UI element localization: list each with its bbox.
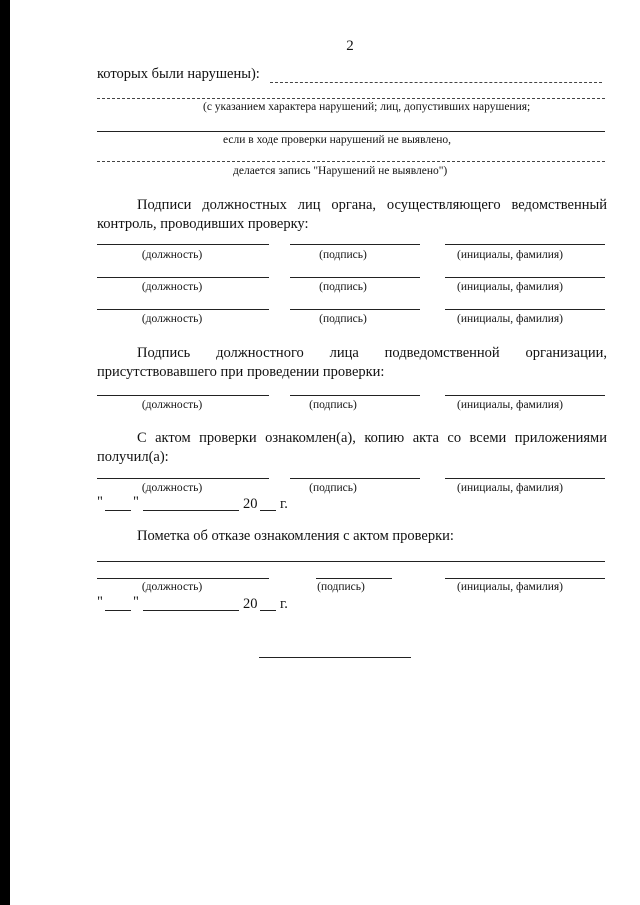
violations-lead: которых были нарушены): — [97, 66, 260, 82]
initials-line — [445, 309, 605, 310]
signature-line — [290, 277, 420, 278]
page-edge-bar — [0, 0, 10, 905]
signature-caption: (подпись) — [319, 249, 367, 261]
position-line — [97, 578, 269, 579]
position-line — [97, 395, 269, 396]
signature-line — [290, 395, 420, 396]
subordinate-signature-text: Подпись должностного лица подведомственной организации, присутствовавшего при проведении проверки: — [97, 345, 607, 380]
signature-line — [290, 244, 420, 245]
initials-line — [445, 395, 605, 396]
date-year-suffix: г. — [280, 496, 288, 512]
fill-line — [97, 161, 605, 162]
signature-line — [290, 478, 420, 479]
position-line — [97, 244, 269, 245]
position-line — [97, 277, 269, 278]
date-quote-open: " — [97, 494, 103, 510]
violations-hint-2: если в ходе проверки нарушений не выявлено, — [223, 134, 452, 146]
date-year-prefix: 20 — [243, 596, 258, 612]
signature-caption: (подпись) — [319, 313, 367, 325]
refusal-text: Пометка об отказе ознакомления с актом проверки: — [137, 528, 454, 544]
violations-hint-3: делается запись "Нарушений не выявлено") — [233, 165, 448, 177]
position-line — [97, 309, 269, 310]
initials-caption: (инициалы, фамилия) — [456, 399, 564, 411]
position-caption: (должность) — [141, 581, 203, 593]
date-year-suffix: г. — [280, 596, 288, 612]
date-month-line — [143, 510, 239, 511]
signature-caption: (подпись) — [309, 482, 357, 494]
date-year-line — [260, 610, 276, 611]
position-caption: (должность) — [141, 482, 203, 494]
signature-line — [316, 578, 392, 579]
fill-line — [97, 561, 605, 562]
position-caption: (должность) — [141, 313, 203, 325]
initials-caption: (инициалы, фамилия) — [456, 482, 564, 494]
position-caption: (должность) — [141, 281, 203, 293]
initials-line — [445, 244, 605, 245]
fill-line — [270, 82, 602, 83]
initials-caption: (инициалы, фамилия) — [456, 281, 564, 293]
position-line — [97, 478, 269, 479]
signature-caption: (подпись) — [317, 581, 365, 593]
date-year-line — [260, 510, 276, 511]
signature-caption: (подпись) — [319, 281, 367, 293]
date-quote-close: " — [133, 594, 139, 610]
initials-line — [445, 277, 605, 278]
fill-line — [97, 131, 605, 132]
position-caption: (должность) — [141, 249, 203, 261]
initials-caption: (инициалы, фамилия) — [456, 249, 564, 261]
acknowledgement-text: С актом проверки ознакомлен(а), копию акта со всеми приложениями получил(а): — [97, 430, 607, 465]
date-quote-close: " — [133, 494, 139, 510]
date-quote-open: " — [97, 594, 103, 610]
closing-rule — [259, 657, 411, 658]
violations-hint-1: (с указанием характера нарушений; лиц, допустивших нарушения; — [203, 101, 531, 113]
initials-caption: (инициалы, фамилия) — [456, 581, 564, 593]
signature-line — [290, 309, 420, 310]
officials-signatures-text: Подписи должностных лиц органа, осуществляющего ведомственный контроль, проводивших проверку: — [97, 197, 607, 232]
position-caption: (должность) — [141, 399, 203, 411]
page-number: 2 — [346, 38, 354, 54]
fill-line — [97, 98, 605, 99]
signature-caption: (подпись) — [309, 399, 357, 411]
initials-line — [445, 478, 605, 479]
date-day-line — [105, 510, 131, 511]
date-year-prefix: 20 — [243, 496, 258, 512]
date-day-line — [105, 610, 131, 611]
initials-line — [445, 578, 605, 579]
date-month-line — [143, 610, 239, 611]
initials-caption: (инициалы, фамилия) — [456, 313, 564, 325]
